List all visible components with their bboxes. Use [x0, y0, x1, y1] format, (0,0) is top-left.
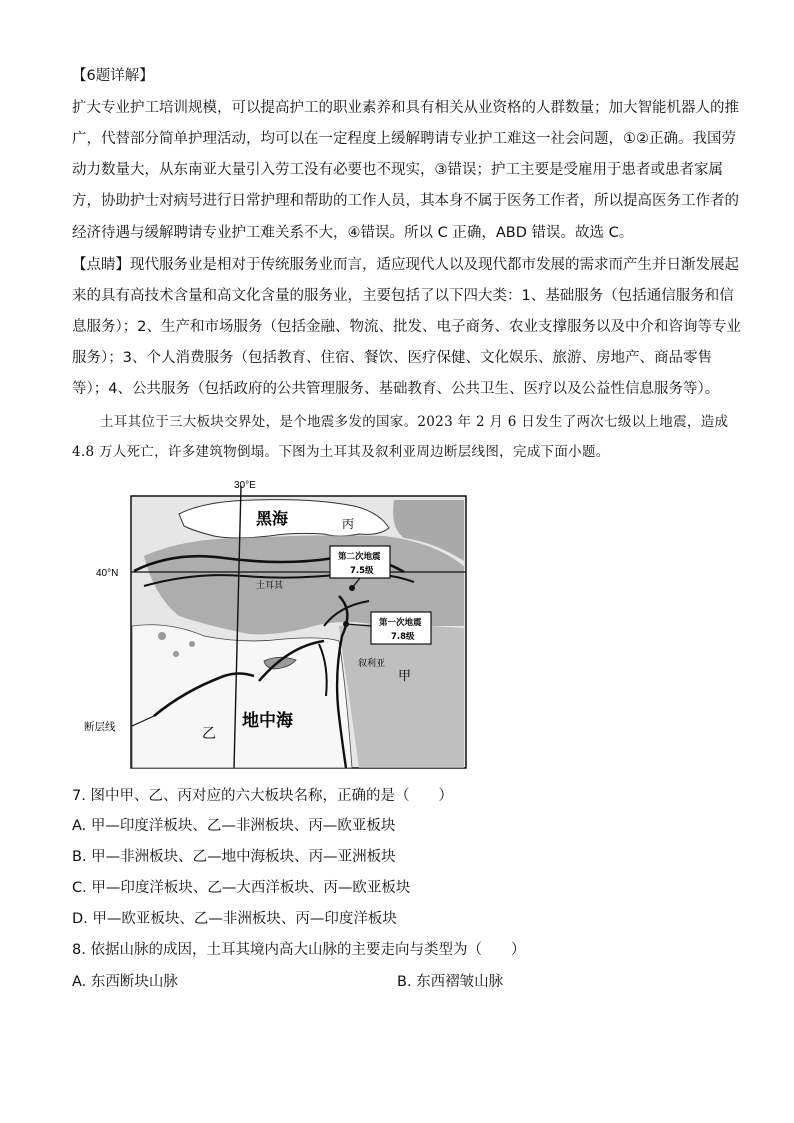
q8-stem: 8. 依据山脉的成因，土耳其境内高大山脉的主要走向与类型为（ ）	[72, 942, 526, 958]
detail-line: 扩大专业护工培训规模，可以提高护工的职业素养和具有相关从业资格的人群数量；加大智能机器人的推	[72, 100, 739, 116]
q8-option-a[interactable]: A. 东西断块山脉	[72, 974, 178, 990]
fault-line-label: 断层线	[84, 721, 116, 733]
q8-option-b[interactable]: B. 东西褶皱山脉	[397, 974, 504, 990]
q7-option-a[interactable]: A. 甲—印度洋板块、乙—非洲板块、丙—欧亚板块	[72, 818, 396, 834]
med-sea-label: 地中海	[242, 711, 293, 731]
detail-line: 动力数量大，从东南亚大量引入劳工没有必要也不现实，③错误；护工主要是受雇用于患者或患者家属	[72, 162, 723, 178]
lat-label: 40°N	[96, 568, 119, 579]
yi-label: 乙	[202, 726, 216, 742]
tip-line: 【点睛】现代服务业是相对于传统服务业而言，适应现代人以及现代都市发展的需求而产生并日渐发展起	[72, 257, 739, 273]
q7-option-b[interactable]: B. 甲—非洲板块、乙—地中海板块、丙—亚洲板块	[72, 849, 396, 865]
quake1-mag: 7.8级	[391, 632, 415, 642]
lon-label: 30°E	[234, 480, 256, 491]
quake2-mag: 7.5级	[350, 566, 374, 576]
turkey-label: 土耳其	[256, 581, 284, 591]
tip-line: 服务）；3、个人消费服务（包括教育、住宿、餐饮、医疗保健、文化娱乐、旅游、房地产、商品零售	[72, 350, 712, 366]
black-sea-label: 黑海	[256, 509, 289, 528]
bing-label: 丙	[342, 517, 355, 531]
detail-heading: 【6题详解】	[72, 68, 154, 84]
detail-line: 广，代替部分简单护理活动，均可以在一定程度上缓解聘请专业护工难这一社会问题，①②正确。我国劳	[72, 131, 736, 147]
detail-line: 经济待遇与缓解聘请专业护工难关系不大，④错误。所以 C 正确，ABD 错误。故选 C。	[72, 225, 634, 241]
q7-option-d[interactable]: D. 甲—欧亚板块、乙—非洲板块、丙—印度洋板块	[72, 911, 397, 927]
intro-line: 4.8 万人死亡，许多建筑物倒塌。下图为土耳其及叙利亚周边断层线图，完成下面小题。	[72, 444, 610, 460]
fault-map	[84, 476, 474, 776]
quake1-title: 第一次地震	[379, 618, 422, 628]
syria-label: 叙利亚	[358, 659, 386, 669]
tip-line: 等）；4、公共服务（包括政府的公共管理服务、基础教育、公共卫生、医疗以及公益性信息服务等）。	[72, 381, 720, 397]
tip-line: 息服务）；2、生产和市场服务（包括金融、物流、批发、电子商务、农业支撑服务以及中介和咨询等专业	[72, 319, 741, 335]
intro-line: 土耳其位于三大板块交界处，是个地震多发的国家。2023 年 2 月 6 日发生了两次七级以上地震，造成	[100, 414, 729, 430]
q7-option-c[interactable]: C. 甲—印度洋板块、乙—大西洋板块、丙—欧亚板块	[72, 880, 411, 896]
detail-line: 方，协助护士对病号进行日常护理和帮助的工作人员，其本身不属于医务工作者，所以提高医务工作者的	[72, 193, 739, 209]
quake2-title: 第二次地震	[338, 552, 381, 562]
jia-label: 甲	[398, 669, 412, 684]
q7-stem: 7. 图中甲、乙、丙对应的六大板块名称，正确的是（ ）	[72, 788, 453, 804]
tip-line: 来的具有高技术含量和高文化含量的服务业，主要包括了以下四大类：1、基础服务（包括通信服务和信	[72, 288, 734, 304]
